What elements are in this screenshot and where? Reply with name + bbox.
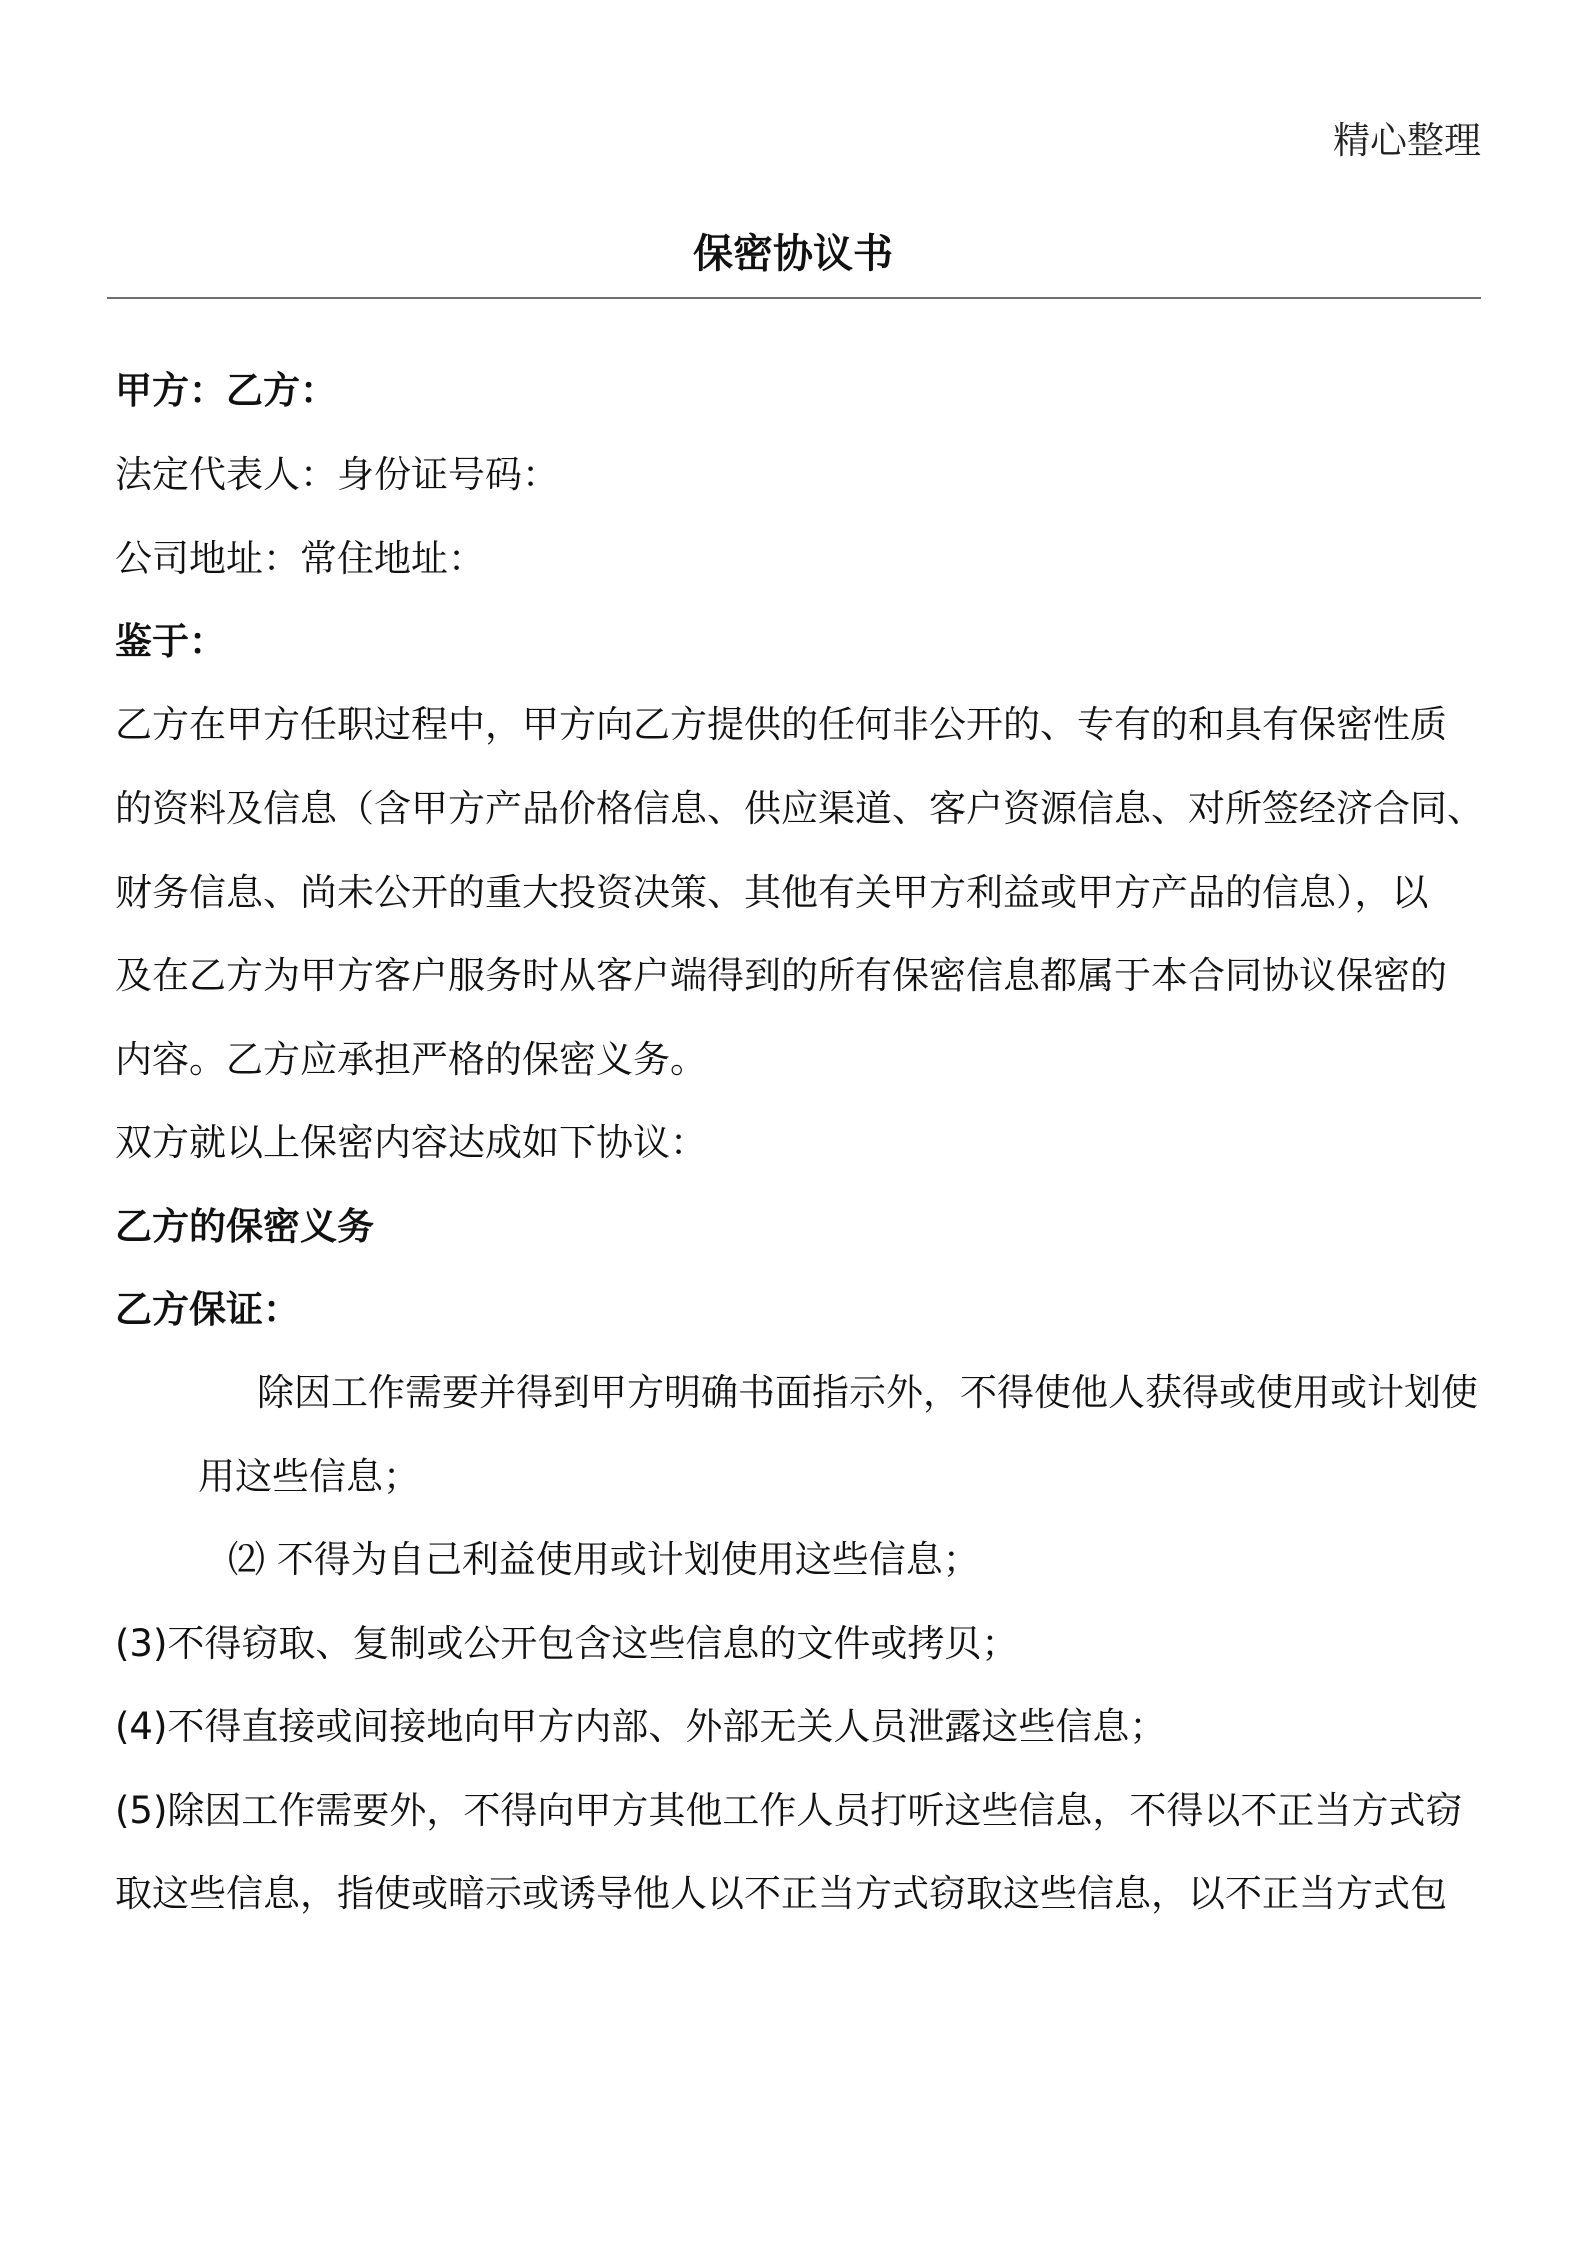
recital-line-2: 的资料及信息（含甲方产品价格信息、供应渠道、客户资源信息、对所签经济合同、 (115, 787, 1484, 830)
recital-line-3: 财务信息、尚未公开的重大投资决策、其他有关甲方利益或甲方产品的信息），以 (115, 871, 1429, 914)
guarantee-heading: 乙方保证： (115, 1288, 300, 1331)
clause-4: (4)不得直接或间接地向甲方内部、外部无关人员泄露这些信息； (115, 1705, 1167, 1748)
clause-2: ⑵ 不得为自己利益使用或计划使用这些信息； (228, 1538, 980, 1581)
clause-1-line-2: 用这些信息； (198, 1455, 420, 1498)
header-note: 精心整理 (1333, 119, 1481, 162)
party-line: 甲方：乙方： (115, 369, 337, 412)
agreement-intro: 双方就以上保密内容达成如下协议： (115, 1121, 707, 1164)
document-title: 保密协议书 (693, 231, 893, 277)
recital-line-1: 乙方在甲方任职过程中，甲方向乙方提供的任何非公开的、专有的和具有保密性质 (115, 703, 1447, 746)
clause-1-line-1: 除因工作需要并得到甲方明确书面指示外，不得使他人获得或使用或计划使 (257, 1371, 1478, 1414)
title-divider (107, 297, 1481, 299)
clause-5-line-1: (5)除因工作需要外，不得向甲方其他工作人员打听这些信息，不得以不正当方式窃 (115, 1789, 1463, 1832)
address-line: 公司地址：常住地址： (115, 537, 485, 580)
recital-line-4: 及在乙方为甲方客户服务时从客户端得到的所有保密信息都属于本合同协议保密的 (115, 954, 1447, 997)
legal-representative-line: 法定代表人：身份证号码： (115, 453, 559, 496)
section-heading-obligations: 乙方的保密义务 (115, 1205, 374, 1248)
recital-line-5: 内容。乙方应承担严格的保密义务。 (115, 1038, 707, 1081)
clause-3: (3)不得窃取、复制或公开包含这些信息的文件或拷贝； (115, 1622, 1019, 1665)
clause-5-line-2: 取这些信息，指使或暗示或诱导他人以不正当方式窃取这些信息，以不正当方式包 (115, 1872, 1447, 1915)
whereas-heading: 鉴于： (115, 620, 226, 663)
